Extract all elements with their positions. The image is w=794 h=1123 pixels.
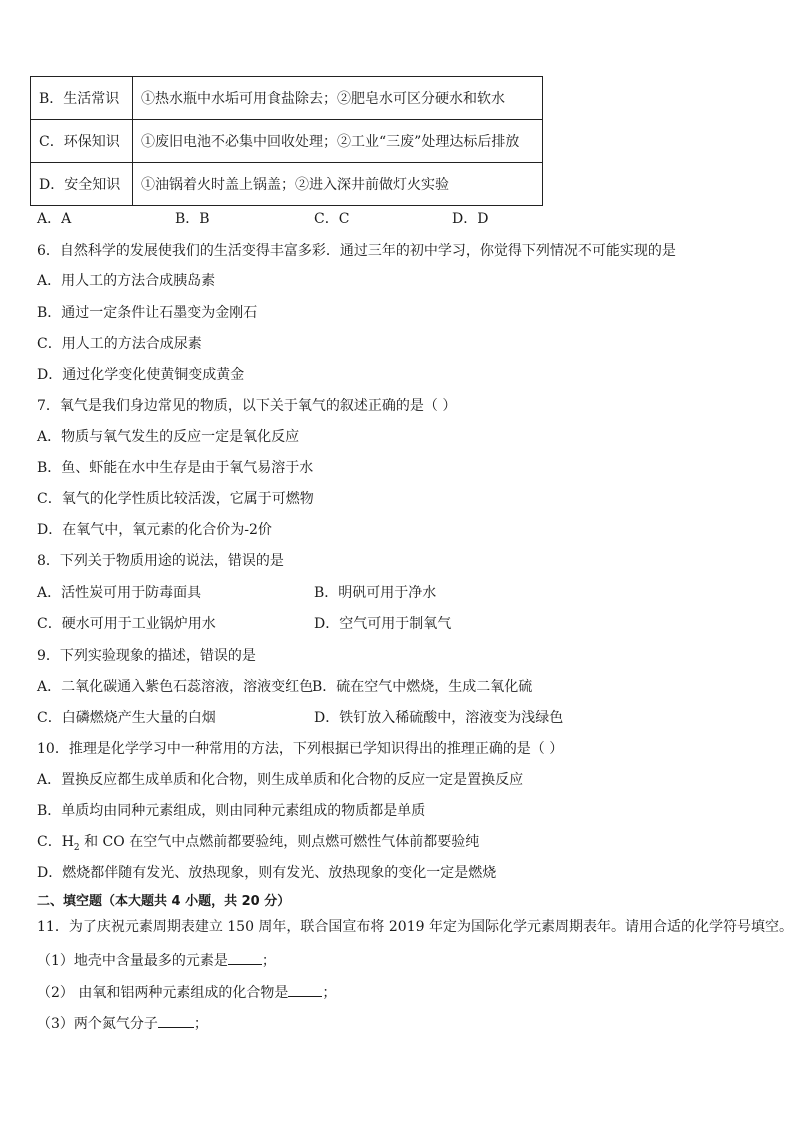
q8-stem: 8．下列关于物质用途的说法，错误的是 bbox=[37, 553, 284, 569]
option-a: A．A bbox=[37, 211, 72, 227]
q6-option-a: A．用人工的方法合成胰岛素 bbox=[37, 273, 216, 289]
q6-option-c: C．用人工的方法合成尿素 bbox=[37, 336, 202, 352]
answer-blank-2[interactable] bbox=[288, 982, 322, 997]
section-heading: 二、填空题（本大题共 4 小题，共 20 分） bbox=[37, 894, 291, 909]
q7-stem: 7．氧气是我们身边常见的物质，以下关于氧气的叙述正确的是（ ） bbox=[37, 398, 457, 414]
q10-option-a: A．置换反应都生成单质和化合物，则生成单质和化合物的反应一定是置换反应 bbox=[37, 772, 524, 788]
table-value-cell: ①油锅着火时盖上锅盖；②进入深井前做灯火实验 bbox=[133, 163, 543, 206]
table-row bbox=[31, 77, 543, 120]
q10-stem: 10．推理是化学学习中一种常用的方法，下列根据已学知识得出的推理正确的是（ ） bbox=[37, 741, 564, 757]
q11-part-3-end: ； bbox=[193, 1016, 208, 1032]
q8-option-c: C．硬水可用于工业锅炉用水 bbox=[37, 616, 216, 632]
option-b: B．B bbox=[175, 211, 210, 227]
q9-option-c: C．白磷燃烧产生大量的白烟 bbox=[37, 710, 216, 726]
q6-stem: 6．自然科学的发展使我们的生活变得丰富多彩．通过三年的初中学习，你觉得下列情况不可能实现的是 bbox=[37, 243, 676, 259]
q9-option-a: A．二氧化碳通入紫色石蕊溶液，溶液变红色 bbox=[37, 679, 314, 695]
q10-option-b: B．单质均由同种元素组成，则由同种元素组成的物质都是单质 bbox=[37, 803, 426, 819]
table-row bbox=[31, 163, 543, 206]
q11-part-1-text: （1）地壳中含量最多的元素是 bbox=[37, 953, 228, 969]
q11-part-2-end: ； bbox=[322, 985, 337, 1001]
q6-option-b: B．通过一定条件让石墨变为金刚石 bbox=[37, 305, 258, 321]
table-row bbox=[31, 120, 543, 163]
options-table bbox=[30, 76, 543, 206]
q8-option-b: B．明矾可用于净水 bbox=[314, 585, 437, 601]
q10-option-c-suffix: 和 CO 在空气中点燃前都要验纯，则点燃可燃性气体前都要验纯 bbox=[79, 834, 480, 850]
q11-part-1-end: ； bbox=[261, 953, 276, 969]
table-value-cell: ①废旧电池不必集中回收处理；②工业“三废”处理达标后排放 bbox=[133, 120, 543, 163]
q10-option-d: D．燃烧都伴随有发光、放热现象，则有发光、放热现象的变化一定是燃烧 bbox=[37, 865, 497, 881]
answer-blank-1[interactable] bbox=[228, 950, 262, 965]
table-key-cell: D．安全知识 bbox=[31, 163, 133, 206]
q11-part-2 bbox=[37, 982, 336, 1002]
table-key-cell: C．环保知识 bbox=[31, 120, 133, 163]
option-c: C．C bbox=[314, 211, 350, 227]
q9-option-d: D．铁钉放入稀硫酸中，溶液变为浅绿色 bbox=[314, 710, 564, 726]
q11-part-1 bbox=[37, 950, 276, 970]
q6-option-d: D．通过化学变化使黄铜变成黄金 bbox=[37, 367, 245, 383]
q11-stem: 11．为了庆祝元素周期表建立 150 周年，联合国宣布将 2019 年定为国际化学元素周期表年。请用合适的化学符号填空。 bbox=[37, 919, 793, 935]
q11-part-2-text: （2） 由氧和铝两种元素组成的化合物是 bbox=[37, 985, 289, 1001]
q11-part-3 bbox=[37, 1013, 208, 1033]
q7-option-b: B．鱼、虾能在水中生存是由于氧气易溶于水 bbox=[37, 460, 314, 476]
answer-blank-3[interactable] bbox=[158, 1013, 194, 1028]
q9-stem: 9．下列实验现象的描述，错误的是 bbox=[37, 648, 256, 664]
q10-option-c-subscript: 2 bbox=[73, 842, 80, 853]
q7-option-a: A．物质与氧气发生的反应一定是氧化反应 bbox=[37, 429, 300, 445]
q8-option-d: D．空气可用于制氧气 bbox=[314, 616, 452, 632]
q7-option-c: C．氧气的化学性质比较活泼，它属于可燃物 bbox=[37, 491, 314, 507]
q11-part-3-text: （3）两个氮气分子 bbox=[37, 1016, 158, 1032]
q8-option-a: A．活性炭可用于防毒面具 bbox=[37, 585, 202, 601]
table-value-cell: ①热水瓶中水垢可用食盐除去；②肥皂水可区分硬水和软水 bbox=[133, 77, 543, 120]
option-d: D．D bbox=[452, 211, 489, 227]
q9-option-b: B．硫在空气中燃烧，生成二氧化硫 bbox=[312, 679, 533, 695]
q10-option-c-prefix: C．H bbox=[37, 834, 74, 850]
q10-option-c bbox=[37, 833, 479, 857]
q7-option-d: D．在氧气中，氧元素的化合价为-2价 bbox=[37, 522, 272, 538]
table-key-cell: B．生活常识 bbox=[31, 77, 133, 120]
